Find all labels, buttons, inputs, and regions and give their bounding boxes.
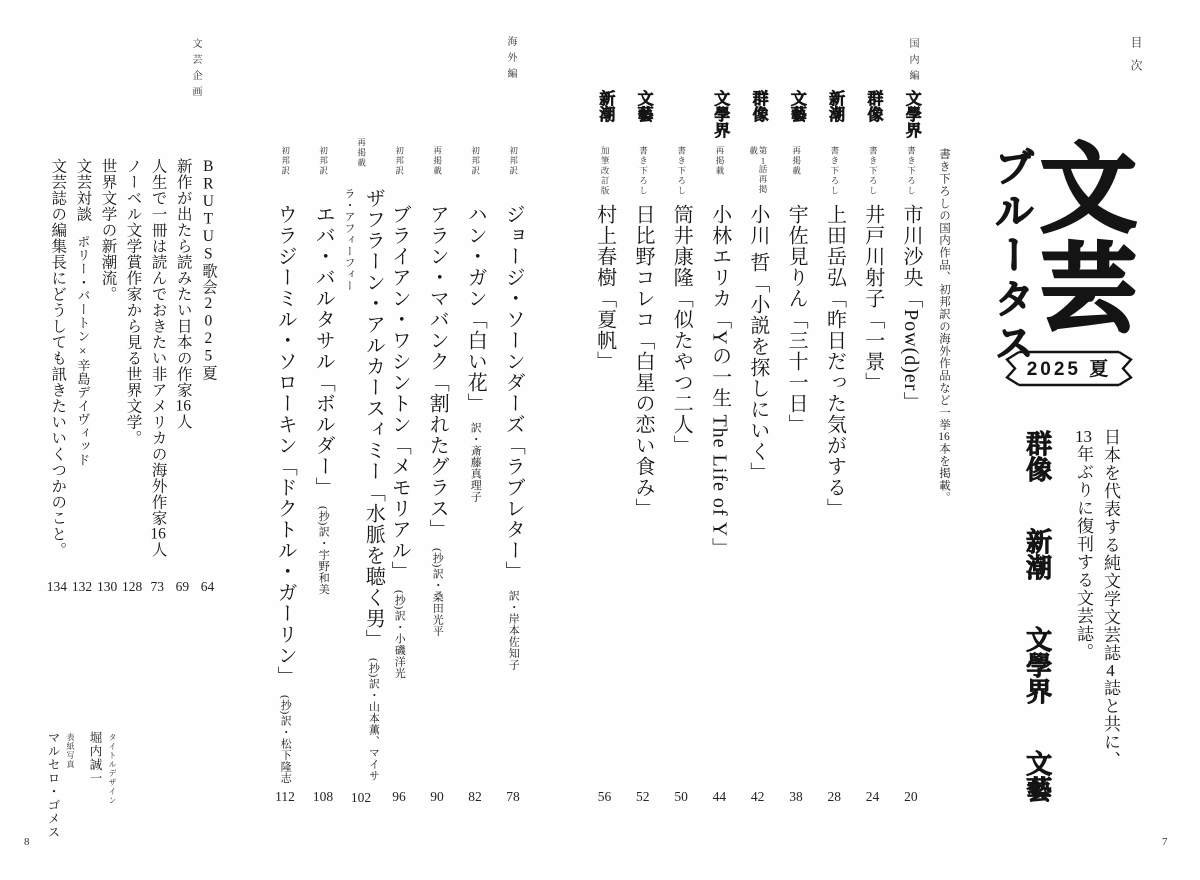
toc-entry — [266, 90, 304, 806]
entry-page-number: 42 — [750, 789, 765, 804]
entry-page-number: 78 — [506, 789, 520, 804]
magazine-logo: 文學界 — [711, 90, 729, 138]
feature-title: 世界文学の新潮流。 — [99, 158, 117, 302]
toc-entry — [815, 90, 853, 806]
entry-page-number: 56 — [597, 789, 612, 804]
entry-note: 初邦訳 — [280, 146, 291, 176]
toc-entry — [624, 90, 662, 806]
entry-author: ザフラーン・アルカースィミー — [362, 188, 385, 483]
magazine-title-katakana: ブルータス — [989, 146, 1034, 366]
entry-page-number: 112 — [275, 789, 295, 804]
entry-page-number: 20 — [904, 789, 918, 804]
section-label-domestic: 国内編 — [907, 38, 918, 86]
entry-title: 「小説を探しにいく」 — [746, 273, 769, 483]
credit-role: 表紙写真 — [66, 733, 75, 769]
entry-title: 「割れたグラス」 — [426, 372, 449, 540]
entry-note: 書き下ろし — [868, 146, 879, 196]
magazine-logo: 群像 — [864, 90, 882, 122]
credit-cover-photo — [44, 731, 76, 839]
toc-entry — [662, 90, 700, 806]
entry-page-number: 82 — [468, 789, 482, 804]
feature-page-number: 134 — [46, 579, 68, 594]
feature-page-number: 69 — [175, 579, 190, 594]
entry-translator: (抄)訳・宇野和美 — [317, 506, 330, 595]
feature-page-number: 130 — [96, 579, 118, 594]
feature-title: BRUTUS歌会2025夏 — [199, 158, 217, 381]
entry-note: 書き下ろし — [829, 146, 840, 196]
feature-entry — [44, 158, 69, 596]
intro-line-1: 日本を代表する純文学文芸誌4誌と共に、 — [1101, 428, 1120, 769]
entry-author: 上田岳弘 — [823, 204, 846, 288]
entry-note: 再掲載 — [432, 146, 443, 176]
edition-badge: 2025 夏 — [1026, 359, 1112, 380]
feature-entry — [145, 158, 170, 596]
feature-page-number: 64 — [200, 579, 215, 594]
feature-page-number: 73 — [150, 579, 165, 594]
entry-page-number: 108 — [312, 789, 334, 804]
entry-author: 小川 哲 — [746, 204, 769, 273]
magazine-logo: 新潮 — [596, 90, 614, 122]
entry-title: 「ボルダー」 — [312, 372, 335, 498]
entry-title: 「白星の恋い食み」 — [631, 330, 654, 519]
entry-author: エバ・バルタサル — [312, 204, 335, 372]
entry-page-number: 38 — [789, 789, 803, 804]
entry-note: 再掲載 — [356, 138, 367, 169]
section-label-overseas: 海外編 — [505, 36, 516, 84]
feature-entry — [69, 158, 94, 596]
partner-magazines — [1022, 430, 1051, 819]
intro-line-2: 13年ぶりに復刊する文芸誌。 — [1074, 428, 1093, 661]
intro-text — [1070, 428, 1124, 769]
entry-author: 村上春樹 — [593, 204, 616, 288]
entry-title: 「白い花」 — [464, 309, 487, 414]
entry-note: 再掲載 — [791, 146, 802, 176]
overseas-entries — [266, 90, 532, 806]
toc-entry — [380, 90, 418, 806]
entry-page-number: 102 — [350, 790, 372, 805]
magazine-title: 文芸 — [1026, 138, 1134, 338]
edition-ribbon — [1004, 349, 1134, 388]
feature-title: ノーベル文学賞作家から見る世界文学。 — [124, 158, 142, 446]
entry-author: 日比野コレコ — [631, 204, 654, 330]
toc-entry — [700, 90, 738, 806]
entry-translator: 訳・岸本佐知子 — [507, 590, 520, 671]
entry-title: 「ラブレター」 — [502, 435, 525, 582]
toc-entry — [585, 90, 623, 806]
section-label-features: 文芸企画 — [190, 38, 201, 102]
magazine-logo-shincho: 新潮 — [1022, 528, 1052, 580]
folio-right: 7 — [1162, 836, 1168, 848]
entry-note: 初邦訳 — [470, 146, 481, 176]
entry-page-number: 96 — [392, 789, 406, 804]
feature-title: 文芸対談 — [74, 158, 92, 222]
feature-entry — [170, 158, 195, 596]
domestic-entries — [585, 90, 930, 806]
entry-author: 井戸川射子 — [861, 204, 884, 309]
feature-title: 新作が出たら読みたい日本の作家16人 — [174, 158, 192, 430]
folio-left: 8 — [24, 836, 30, 848]
entry-page-number: 28 — [827, 789, 841, 804]
entry-author: 筒井康隆 — [670, 204, 693, 288]
entry-note: 第1話再掲載 — [748, 146, 768, 195]
lead-sentence: 書き下ろしの国内作品、初邦訳の海外作品など一挙16本を掲載。 — [938, 148, 950, 504]
entry-author: ハン・ガン — [464, 204, 487, 309]
magazine-logo: 文藝 — [635, 90, 653, 122]
entry-page-number: 50 — [674, 789, 688, 804]
entry-note: 加筆改訂版 — [600, 146, 611, 196]
entry-title: 「水脈を聴く男」 — [362, 482, 385, 651]
credit-role: タイトルデザイン — [108, 733, 117, 805]
entry-title: 「夏帆」 — [593, 288, 616, 372]
entry-author: 小林エリカ — [708, 204, 731, 309]
feature-entries — [44, 158, 220, 596]
entry-title: 「三十一日」 — [785, 309, 808, 435]
entry-page-number: 90 — [430, 789, 444, 804]
entry-title: 「Yの一生 The Life of Y」 — [708, 309, 731, 559]
credit-title-design — [86, 731, 118, 805]
credits — [44, 731, 118, 839]
feature-title: 文芸誌の編集長にどうしても訊きたいいくつかのこと。 — [49, 158, 67, 558]
entry-title: 「昨日だった気がする」 — [823, 288, 846, 519]
toc-entry — [853, 90, 891, 806]
toc-entry — [342, 90, 385, 806]
entry-author: ジョージ・ソーンダーズ — [502, 204, 525, 435]
credit-name: 堀内誠一 — [88, 731, 102, 785]
feature-page-number: 132 — [71, 579, 93, 594]
feature-subtitle: ポリー・バートン×辛島デイヴィッド — [75, 235, 91, 467]
entry-title: 「Pow(d)er」 — [900, 288, 923, 413]
feature-entry — [195, 158, 220, 596]
magazine-logo-gunzo: 群像 — [1022, 430, 1052, 482]
entry-note: 初邦訳 — [318, 146, 329, 176]
toc-heading: 目次 — [1129, 36, 1143, 82]
toc-entry — [494, 90, 532, 806]
magazine-logo: 群像 — [750, 90, 768, 122]
entry-page-number: 44 — [712, 789, 727, 804]
entry-author: ブライアン・ワシントン — [388, 204, 411, 435]
entry-author: 宇佐見りん — [785, 204, 808, 309]
entry-author: 市川沙央 — [900, 204, 923, 288]
toc-entry — [739, 90, 777, 806]
magazine-logo-bungakukai: 文學界 — [1022, 626, 1052, 704]
entry-note: 書き下ろし — [638, 146, 649, 196]
entry-title: 「似たやつ二人」 — [670, 288, 693, 456]
entry-note: 書き下ろし — [906, 146, 917, 196]
entry-title: 「ドクトル・ガーリン」 — [274, 456, 297, 687]
magazine-logo-bungei: 文藝 — [1022, 750, 1052, 802]
entry-note: 書き下ろし — [676, 146, 687, 196]
entry-author: アラン・マバンク — [426, 204, 449, 372]
entry-page-number: 52 — [636, 789, 650, 804]
feature-entry — [95, 158, 120, 596]
feature-entry — [120, 158, 145, 596]
entry-translator: 訳・斎藤真理子 — [469, 422, 482, 503]
magazine-logo: 文藝 — [788, 90, 806, 122]
ribbon-right-zigzag — [1119, 352, 1131, 385]
feature-title: 人生で一冊は読んでおきたい非アメリカの海外作家16人 — [149, 158, 167, 558]
toc-entry — [456, 90, 494, 806]
magazine-logo: 文學界 — [903, 90, 921, 138]
entry-translator: (抄)訳・桑田光平 — [431, 548, 444, 637]
entry-author: ウラジーミル・ソローキン — [274, 204, 297, 456]
entry-translator: (抄)訳・松下隆志 — [279, 695, 292, 784]
entry-note: 初邦訳 — [394, 146, 405, 176]
magazine-logo: 新潮 — [826, 90, 844, 122]
toc-entry — [777, 90, 815, 806]
entry-page-number: 24 — [865, 789, 880, 804]
entry-translator: (抄)訳・小磯洋光 — [393, 590, 406, 679]
entry-title: 「一景」 — [861, 309, 884, 393]
entry-note: 初邦訳 — [508, 146, 519, 176]
entry-title: 「メモリアル」 — [388, 435, 411, 582]
feature-page-number: 128 — [122, 579, 143, 594]
entry-note: 再掲載 — [715, 146, 726, 176]
toc-entry — [418, 90, 456, 806]
ribbon-left-zigzag — [1007, 352, 1019, 385]
toc-entry — [892, 90, 930, 806]
entry-translator: (抄)訳・山本薫、マイサラ・アフィーフィー — [343, 188, 380, 782]
credit-name: マルセロ・ゴメス — [46, 731, 60, 839]
